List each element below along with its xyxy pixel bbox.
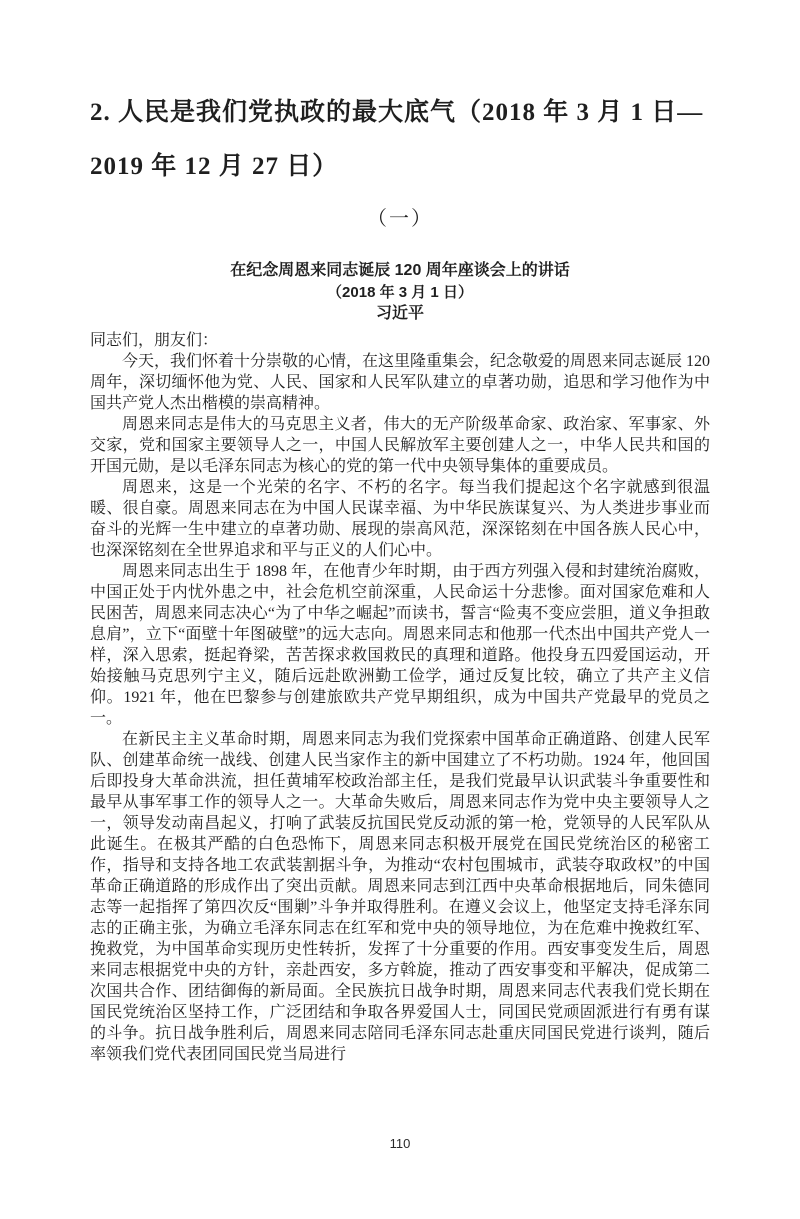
salutation: 同志们，朋友们： <box>90 332 219 349</box>
page-number: 110 <box>389 1136 411 1151</box>
paragraph-3: 周恩来，这是一个光荣的名字、不朽的名字。每当我们提起这个名字就感到很温暖、很自豪。周恩来同志在为中国人民谋幸福、为中华民族谋复兴、为人类进步事业而奋斗的光辉一生中建立的卓著功勋、展现的崇高风范，深深铭刻在中国各族人民心中，也深深铭刻在全世界追求和平与正义的人们心中。 <box>90 479 710 559</box>
paragraph-2: 周恩来同志是伟大的马克思主义者，伟大的无产阶级革命家、政治家、军事家、外交家，党和国家主要领导人之一，中国人民解放军主要创建人之一，中华人民共和国的开国元勋，是以毛泽东同志为核心的党的第一代中央领导集体的重要成员。 <box>90 416 710 475</box>
speech-date: （2018 年 3 月 1 日） <box>327 284 473 301</box>
speech-heading-block <box>90 260 710 324</box>
section-marker: （一） <box>367 208 433 230</box>
speech-title: 在纪念周恩来同志诞辰 120 周年座谈会上的讲话 <box>230 262 570 279</box>
speech-author: 习近平 <box>375 305 424 322</box>
paragraph-4: 周恩来同志出生于 1898 年，在他青少年时期，由于西方列强入侵和封建统治腐败，中国正处于内忧外患之中，社会危机空前深重，人民命运十分悲惨。面对国家危难和人民困苦，周恩来同志决心“为了中华之崛起”而读书，誓言“险夷不变应尝胆，道义争担敢息肩”，立下“面壁十年图破壁”的远大志向。周恩来同志和他那一代杰出中国共产党人一样，深入思索，挺起脊梁，苦苦探求救国救民的真理和道路。他投身五四爱国运动，开始接触马克思列宁主义，随后远赴欧洲勤工俭学，通过反复比较，确立了共产主义信仰。1921 年，他在巴黎参与创建旅欧共产党早期组织，成为中国共产党最早的党员之一。 <box>90 563 710 727</box>
paragraph-5: 在新民主主义革命时期，周恩来同志为我们党探索中国革命正确道路、创建人民军队、创建革命统一战线、创建人民当家作主的新中国建立了不朽功勋。1924 年，他回国后即投身大革命洪流，担任黄埔军校政治部主任，是我们党最早认识武装斗争重要性和最早从事军事工作的领导人之一。大革命失败后，周恩来同志作为党中央主要领导人之一，领导发动南昌起义，打响了武装反抗国民党反动派的第一枪，党领导的人民军队从此诞生。在极其严酷的白色恐怖下，周恩来同志积极开展党在国民党统治区的秘密工作，指导和支持各地工农武装割据斗争，为推动“农村包围城市，武装夺取政权”的中国革命正确道路的形成作出了突出贡献。周恩来同志到江西中央革命根据地后，同朱德同志等一起指挥了第四次反“围剿”斗争并取得胜利。在遵义会议上，他坚定支持毛泽东同志的正确主张，为确立毛泽东同志在红军和党中央的领导地位，为在危难中挽救红军、挽救党，为中国革命实现历史性转折，发挥了十分重要的作用。西安事变发生后，周恩来同志根据党中央的方针，亲赴西安，多方斡旋，推动了西安事变和平解决，促成第二次国共合作、团结御侮的新局面。全民族抗日战争时期，周恩来同志代表我们党长期在国民党统治区坚持工作，广泛团结和争取各界爱国人士，同国民党顽固派进行有勇有谋的斗争。抗日战争胜利后，周恩来同志陪同毛泽东同志赴重庆同国民党进行谈判，随后率领我们党代表团同国民党当局进行 <box>90 731 710 1063</box>
chapter-title: 2. 人民是我们党执政的最大底气（2018 年 3 月 1 日—2019 年 12 月 27 日） <box>90 99 704 180</box>
paragraph-1: 今天，我们怀着十分崇敬的心情，在这里隆重集会，纪念敬爱的周恩来同志诞辰 120 周年，深切缅怀他为党、人民、国家和人民军队建立的卓著功勋，追思和学习他作为中国共产党人杰出楷模的崇高精神。 <box>90 353 711 412</box>
document-page <box>0 86 800 1219</box>
